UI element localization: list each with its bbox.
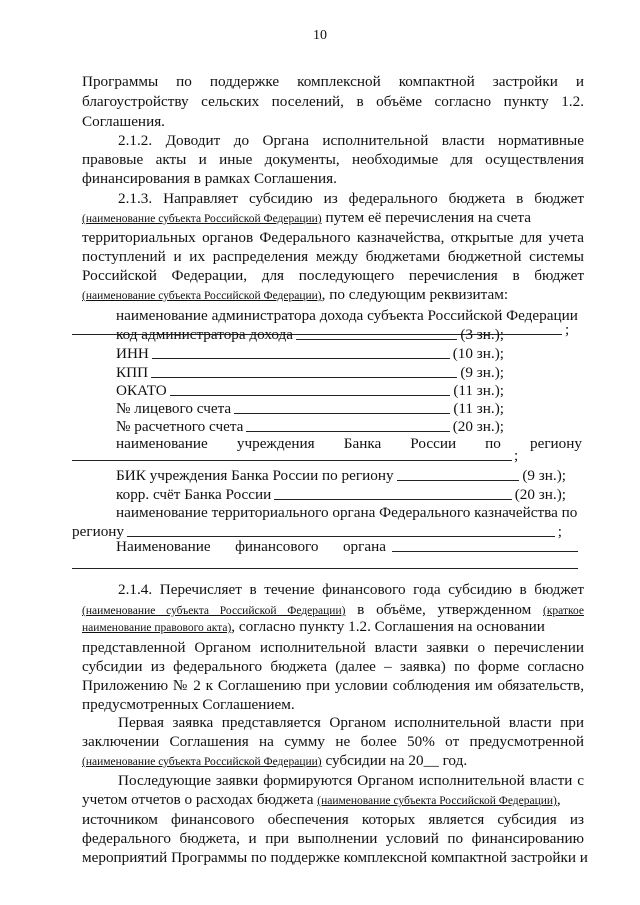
para4-line1: 2.1.4. Перечисляет в течение финансового года субсидию в бюджет (118, 581, 584, 598)
inn-row: ИНН (10 зн.); (116, 345, 504, 362)
para5-line2: заключении Соглашения на сумму не более 50% от предусмотренной (82, 733, 584, 750)
para3-line4: поступлений и их распределения между бюджетами бюджетной системы (82, 248, 584, 265)
para5-line3: (наименование субъекта Российской Федерации) субсидии на 20__ год. (82, 752, 468, 769)
treasury-label: наименование территориального органа Федерального казначейства по (116, 504, 578, 521)
personal-account-row: № лицевого счета (11 зн.); (116, 400, 504, 417)
fin-organ-label: Наименование финансового органа (116, 538, 386, 555)
para5-line1: Первая заявка представляется Органом исполнительной власти при (118, 714, 584, 731)
subject-name-note: (наименование субъекта Российской Федерации) (82, 756, 322, 768)
para2-line3: финансирования в рамках Соглашения. (82, 170, 337, 187)
admin-code-row: код администратора дохода (3 зн.); (116, 326, 504, 343)
para6-line1: Последующие заявки формируются Органом исполнительной власти с (118, 772, 584, 789)
para1-line3: Соглашения. (82, 113, 165, 130)
subject-name-note: (наименование субъекта Российской Федерации) (82, 605, 346, 617)
para1-line1: Программы по поддержке комплексной компактной застройки и (82, 73, 584, 90)
subject-name-note: (наименование субъекта Российской Федерации) (82, 213, 322, 225)
para6-line2: учетом отчетов о расходах бюджета (наименование субъекта Российской Федерации), (82, 791, 561, 808)
korr-account-row: корр. счёт Банка России (20 зн.); (116, 486, 566, 503)
okato-row: ОКАТО (11 зн.); (116, 382, 504, 399)
page-number: 10 (313, 28, 327, 43)
para4-line3: наименование правового акта), согласно пункту 1.2. Соглашения на основании (82, 618, 545, 635)
para3-line5: Российской Федерации, для последующего перечисления в бюджет (82, 267, 584, 284)
para6-line4: федерального бюджета, и при выполнении условий по финансированию (82, 830, 584, 847)
para4-line2: (наименование субъекта Российской Федерации) в объёме, утвержденном (краткое (82, 601, 584, 618)
para1-line2: благоустройству сельских поселений, в объёме согласно пункту 1.2. (82, 93, 584, 110)
fin-organ-blank-2 (72, 568, 578, 569)
para4-line4: представленной Органом исполнительной власти заявки о перечислении (82, 639, 584, 656)
legal-act-note: наименование правового акта) (82, 622, 232, 634)
subject-name-note: (наименование субъекта Российской Федерации) (82, 290, 322, 302)
kpp-row: КПП (9 зн.); (116, 364, 504, 381)
semicolon: ; (565, 321, 570, 338)
para3-line2: (наименование субъекта Российской Федерации) путем её перечисления на счета (82, 209, 531, 226)
para2-line2: правовые акты и иные документы, необходимые для осуществления (82, 151, 584, 168)
para4-line6: Приложению № 2 к Соглашению при условии соблюдения им обязательств, (82, 677, 584, 694)
para6-line3: источником финансового обеспечения которых является субсидия из (82, 811, 584, 828)
fin-organ-blank (392, 551, 578, 552)
treasury-row: региону ; (72, 523, 562, 540)
semicolon: ; (514, 447, 519, 464)
para2-line1: 2.1.2. Доводит до Органа исполнительной власти нормативные (118, 132, 584, 149)
bank-name-label: наименование учреждения Банка России по региону (116, 435, 582, 452)
para6-line5: мероприятий Программы по поддержке комплексной компактной застройки и (82, 849, 588, 866)
admin-name-label: наименование администратора дохода субъекта Российской Федерации (116, 307, 578, 324)
para3-line6: (наименование субъекта Российской Федерации), по следующим реквизитам: (82, 286, 509, 303)
bank-name-blank (72, 460, 512, 461)
subject-name-note: (наименование субъекта Российской Федерации) (317, 795, 557, 807)
para4-line5: субсидии из федерального бюджета (далее – заявка) по форме согласно (82, 658, 584, 675)
bik-row: БИК учреждения Банка России по региону (9 зн.); (116, 467, 566, 484)
legal-act-note: (краткое (543, 605, 584, 617)
settlement-account-row: № расчетного счета (20 зн.); (116, 418, 504, 435)
para4-line7: предусмотренных Соглашением. (82, 696, 295, 713)
para3-line3: территориальных органов Федерального казначейства, открытые для учета (82, 229, 584, 246)
para3-line1: 2.1.3. Направляет субсидию из федерального бюджета в бюджет (118, 190, 584, 207)
